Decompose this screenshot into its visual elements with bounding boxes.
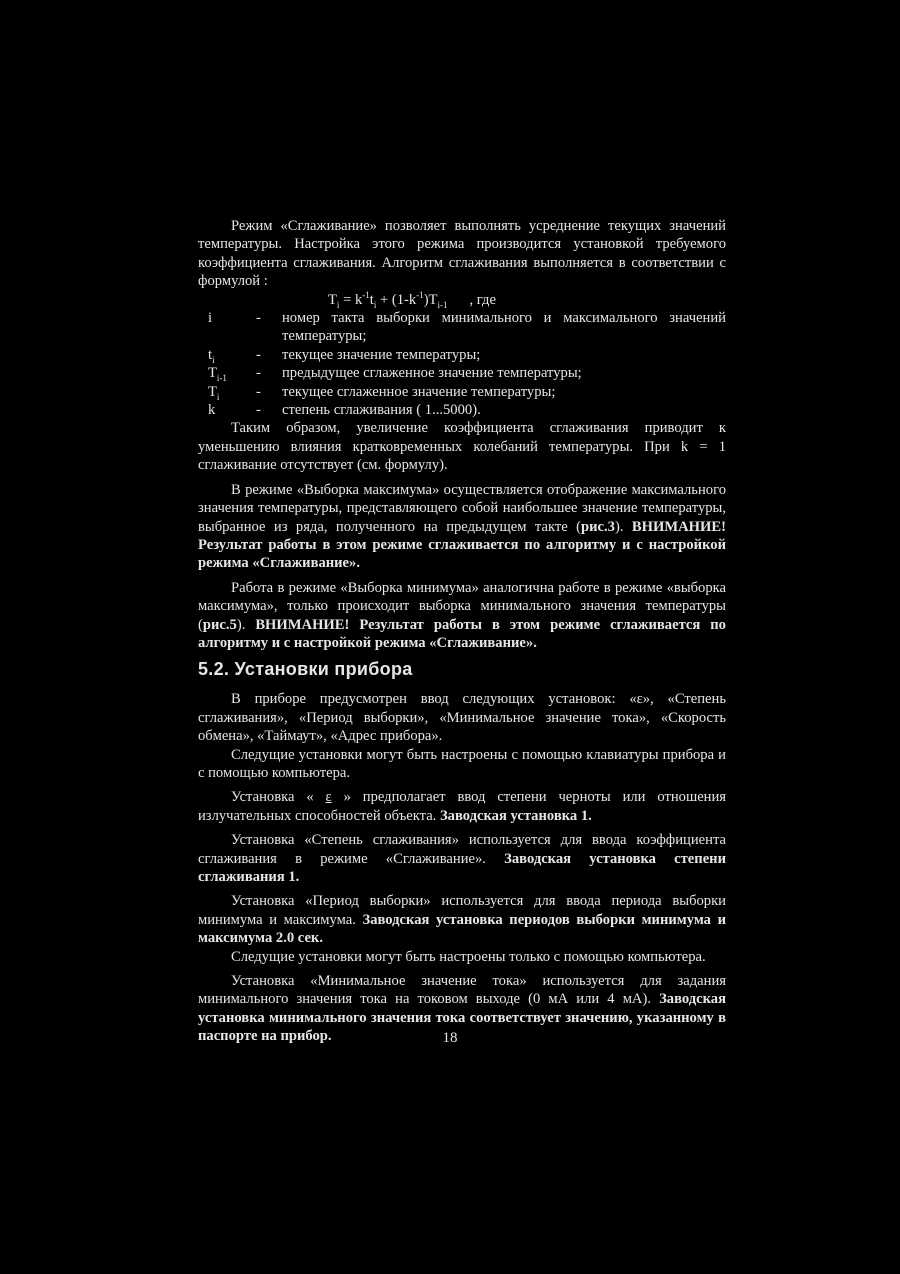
definition-row: i - номер такта выборки минимального и максимального значений температуры; bbox=[208, 310, 726, 345]
default-value-text: Заводская установка периодов выборки минимума и максимума 2.0 сек. bbox=[198, 911, 726, 947]
page-number: 18 bbox=[442, 1030, 458, 1046]
paragraph-smoothing-intro: Режим «Сглаживание» позволяет выполнять усреднение текущих значений температуры. Настройка этого режима производится установкой требуемого коэффициента сглаживания. Алгоритм сглаживания выполняется в соответствии с формулой : bbox=[198, 218, 726, 290]
paragraph-min-current: Установка «Минимальное значение тока» используется для задания минимального значения тока на токовом выходе (0 мА или 4 мА). Заводская установка минимального значения тока соответствует значению, указанному в паспорте на прибор. bbox=[198, 973, 726, 1045]
definition-row: $t_i$ - текущее значение температуры; bbox=[208, 346, 481, 365]
default-value-text: Заводская установка степени сглаживания 1. bbox=[198, 850, 726, 885]
section-heading: 5.2. Установки прибора bbox=[198, 659, 413, 680]
paragraph-emissivity: Установка « ε » предполагает ввод степени черноты или отношения излучательных способностей объекта. Заводская установка 1. bbox=[198, 789, 727, 824]
default-value-text: Заводская установка минимального значения тока соответствует значению, указанному в паспорте на прибор. bbox=[198, 991, 726, 1045]
paragraph-sampling-period: Установка «Период выборки» используется для ввода периода выборки минимума и максимума. Заводская установка периодов выборки минимума и максимума 2.0 сек. bbox=[198, 893, 726, 947]
paragraph-min-mode: Работа в режиме «Выборка минимума» аналогична работе в режиме «выборка максимума», только происходит выборка минимального значения температуры (рис.5). ВНИМАНИЕ! Результат работы в этом режиме сглаживается по алгоритму и с настройкой режима «Сглаживание». bbox=[198, 579, 726, 651]
warning-text: ВНИМАНИЕ! Результат работы в этом режиме сглаживается по алгоритму и с настройкой режима «Сглаживание». bbox=[198, 518, 726, 572]
paragraph-computer-settings: Следущие установки могут быть настроены только с помощью компьютера. bbox=[231, 948, 706, 965]
default-value-text: Заводская установка 1. bbox=[439, 807, 592, 824]
warning-text: ВНИМАНИЕ! Результат работы в этом режиме сглаживается по алгоритму и с настройкой режима «Сглаживание». bbox=[198, 616, 726, 651]
smoothing-formula: $T_i = k^{-1}t_i + (1-k^{-1})T_{i-1}$ , где bbox=[328, 289, 496, 310]
paragraph-settings-list: В приборе предусмотрен ввод следующих установок: «ε», «Степень сглаживания», «Период выборки», «Минимальное значение тока», «Скорость обмена», «Таймаут», «Адрес прибора». bbox=[198, 691, 726, 745]
definition-row: k - степень сглаживания ( 1...5000). bbox=[208, 402, 481, 419]
paragraph-keyboard-settings: Следущие установки могут быть настроены с помощью клавиатуры прибора и с помощью компьютера. bbox=[198, 746, 726, 781]
figure-ref: рис.3 bbox=[581, 518, 615, 535]
paragraph-max-mode: В режиме «Выборка максимума» осуществляется отображение максимального значения температуры, представляющего собой наибольшее значение температуры, выбранное из ряда, полученного на предыдущем такте (рис.3). ВНИМАНИЕ! Результат работы в этом режиме сглаживается по алгоритму и с настройкой режима «Сглаживание». bbox=[198, 481, 726, 572]
definition-row: $T_{i-1}$ - предыдущее сглаженное значение температуры; bbox=[208, 365, 582, 384]
paragraph-smoothing-setting: Установка «Степень сглаживания» используется для ввода коэффициента сглаживания в режиме «Сглаживание». Заводская установка степени сглаживания 1. bbox=[198, 832, 726, 885]
definition-row: $T_i$ - текущее сглаженное значение температуры; bbox=[208, 383, 556, 402]
page-body bbox=[198, 217, 726, 1046]
figure-ref: рис.5 bbox=[202, 616, 237, 633]
paragraph-smoothing-effect: Таким образом, увеличение коэффициента сглаживания приводит к уменьшению влияния кратковременных колебаний температуры. При k = 1 сглаживание отсутствует (см. формулу). bbox=[198, 420, 726, 474]
formula-definitions bbox=[198, 309, 726, 419]
